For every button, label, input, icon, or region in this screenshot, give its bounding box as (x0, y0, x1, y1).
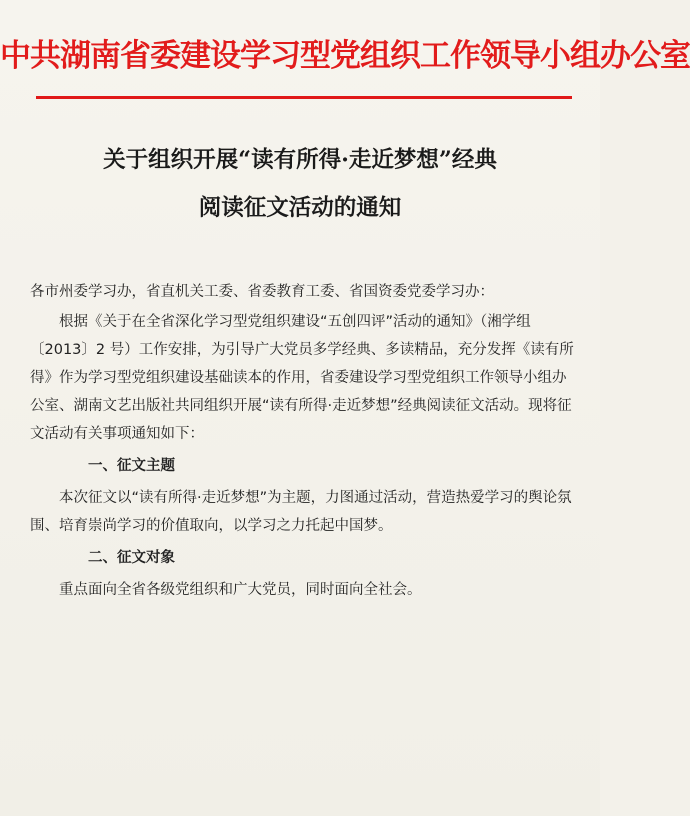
letterhead-org-name: 中共湖南省委建设学习型党组织工作领导小组办公室 (0, 38, 690, 74)
section-1-heading: 一、征文主题 (88, 458, 175, 474)
intro-paragraph: 根据《关于在全省深化学习型党组织建设“五创四评”活动的通知》（湘学组〔2013〕2 号）工作安排，为引导广大党员多学经典、多读精品，充分发挥《读有所得》作为学习型党组织建设基础读本的作用，省委建设学习型党组织工作领导小组办公室、湖南文艺出版社共同组织开展“读有所得·走近梦想”经典阅读征文活动。现将征文活动有关事项通知如下： (30, 314, 574, 442)
section-2-text: 重点面向全省各级党组织和广大党员，同时面向全社会。 (59, 582, 422, 598)
letterhead-red-rule (36, 96, 572, 99)
section-2-heading: 二、征文对象 (88, 550, 175, 566)
document-title-line-1: 关于组织开展“读有所得·走近梦想”经典 (103, 147, 497, 173)
salutation: 各市州委学习办，省直机关工委、省委教育工委、省国资委党委学习办： (30, 284, 494, 300)
document-title-line-2: 阅读征文活动的通知 (198, 195, 402, 221)
section-1-text: 本次征文以“读有所得·走近梦想”为主题，力图通过活动，营造热爱学习的舆论氛围、培育崇尚学习的价值取向，以学习之力托起中国梦。 (30, 490, 572, 534)
document-body (30, 278, 578, 606)
